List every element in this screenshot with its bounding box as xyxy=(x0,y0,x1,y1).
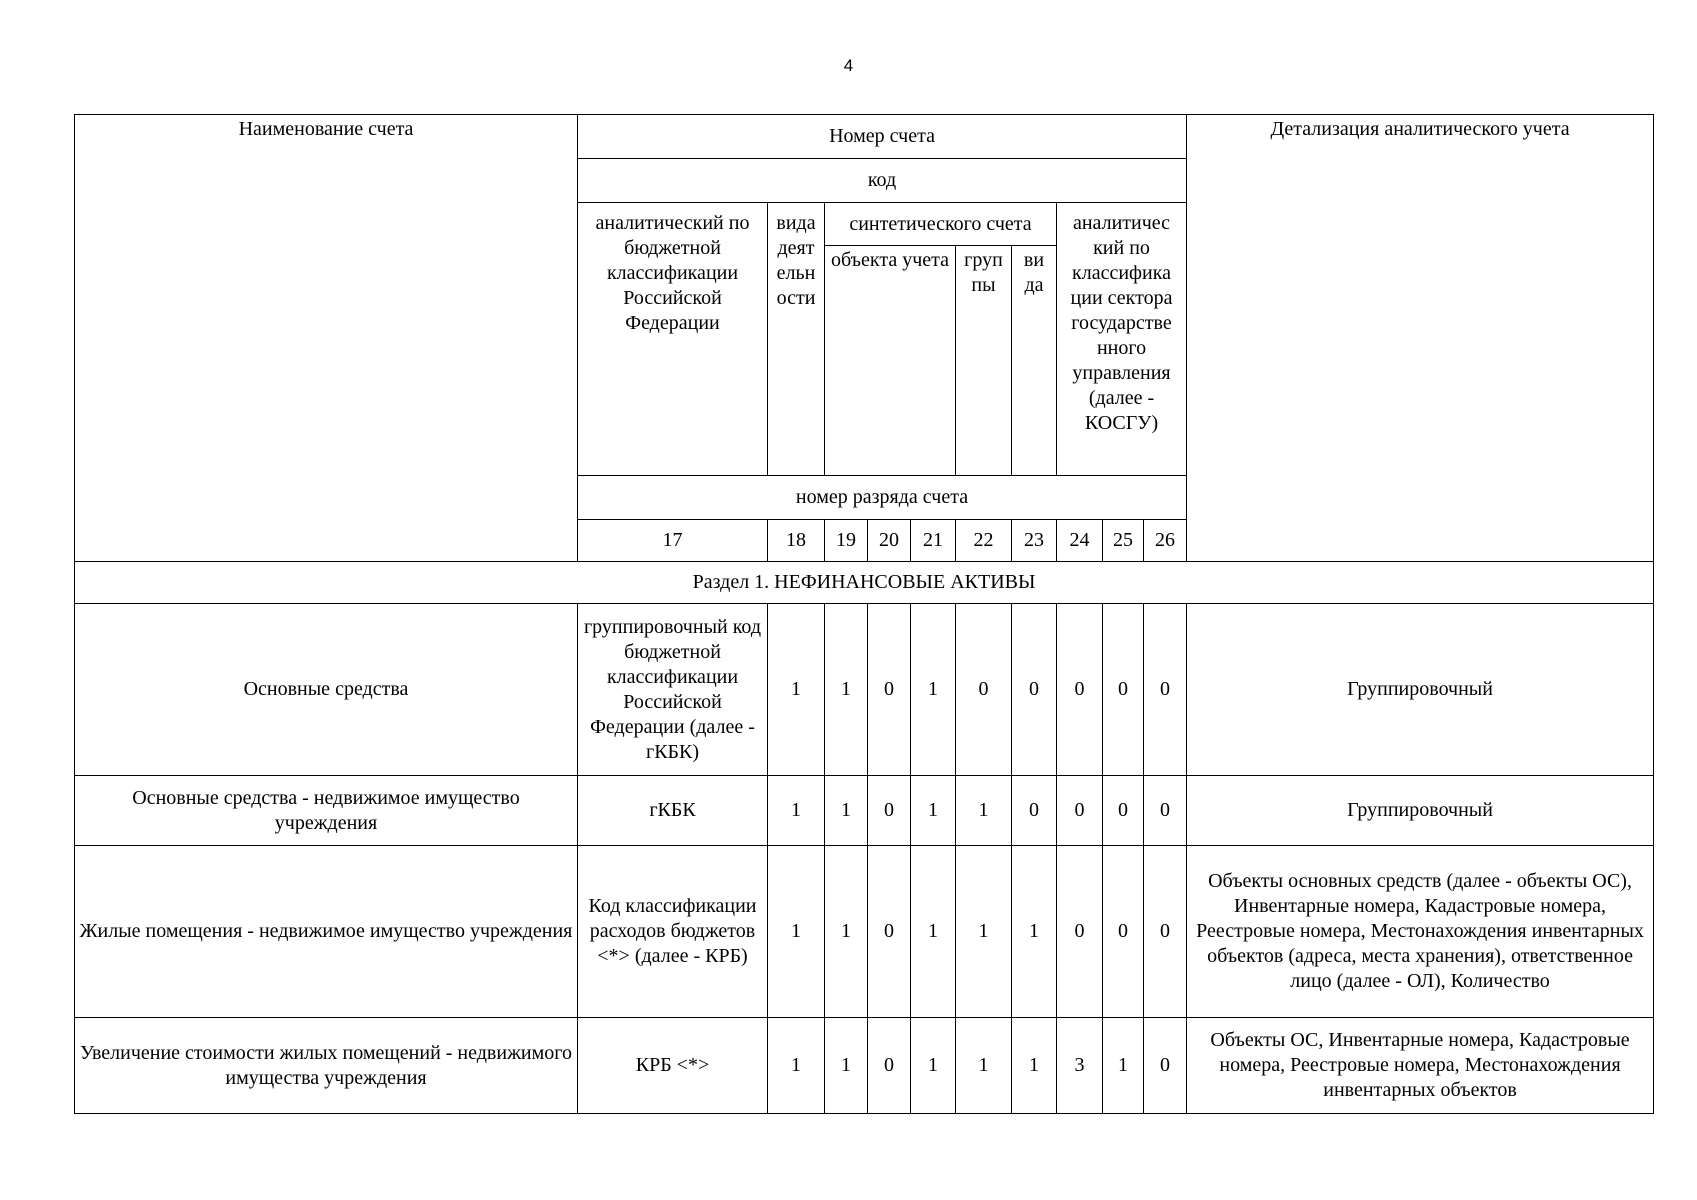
row-code: Код классификации расходов бюджетов <*> (далее - КРБ) xyxy=(578,846,768,1018)
row-digit: 0 xyxy=(868,1018,911,1114)
digit-header: 18 xyxy=(768,520,825,562)
row-digit: 0 xyxy=(1012,604,1057,776)
row-detail: Объекты ОС, Инвентарные номера, Кадастровые номера, Реестровые номера, Местонахождения инвентарных объектов xyxy=(1187,1018,1654,1114)
row-account-name: Увеличение стоимости жилых помещений - недвижимого имущества учреждения xyxy=(75,1018,578,1114)
table-row xyxy=(75,776,1654,846)
row-digit: 0 xyxy=(1144,1018,1187,1114)
digit-header: 24 xyxy=(1057,520,1103,562)
row-digit: 1 xyxy=(768,776,825,846)
row-detail: Объекты основных средств (далее - объекты ОС), Инвентарные номера, Кадастровые номера, Реестровые номера, Местонахождения инвентарных объектов (адреса, места хранения), ответственное лицо (далее - ОЛ), Количество xyxy=(1187,846,1654,1018)
digit-header: 22 xyxy=(956,520,1012,562)
row-digit: 1 xyxy=(911,1018,956,1114)
chart-of-accounts-table xyxy=(74,114,1654,1114)
header-account-name: Наименование счета xyxy=(75,115,578,562)
row-account-name: Жилые помещения - недвижимое имущество учреждения xyxy=(75,846,578,1018)
row-digit: 0 xyxy=(868,776,911,846)
row-digit: 1 xyxy=(768,846,825,1018)
section-row xyxy=(75,562,1654,604)
table-row xyxy=(75,604,1654,776)
digit-header: 19 xyxy=(825,520,868,562)
digit-header: 21 xyxy=(911,520,956,562)
digit-header: 17 xyxy=(578,520,768,562)
row-digit: 1 xyxy=(825,1018,868,1114)
table-row xyxy=(75,1018,1654,1114)
row-detail: Группировочный xyxy=(1187,776,1654,846)
header-kosgu: аналитичес кий по классифика ции сектора государстве нного управления (далее - КОСГУ) xyxy=(1057,203,1187,476)
header-activity-type: вида деят ельн ости xyxy=(768,203,825,476)
digit-header: 25 xyxy=(1103,520,1144,562)
header-accounting-object: объекта учета xyxy=(825,246,956,476)
row-digit: 1 xyxy=(1012,1018,1057,1114)
digit-header: 20 xyxy=(868,520,911,562)
row-digit: 1 xyxy=(956,1018,1012,1114)
row-account-name: Основные средства - недвижимое имущество учреждения xyxy=(75,776,578,846)
row-digit: 1 xyxy=(825,604,868,776)
row-digit: 1 xyxy=(911,846,956,1018)
row-digit: 0 xyxy=(1057,846,1103,1018)
header-row-1 xyxy=(75,115,1654,159)
row-digit: 0 xyxy=(1144,776,1187,846)
row-account-name: Основные средства xyxy=(75,604,578,776)
row-digit: 0 xyxy=(1103,846,1144,1018)
page-number: 4 xyxy=(843,56,854,75)
header-synthetic-account: синтетического счета xyxy=(825,203,1057,246)
row-digit: 0 xyxy=(1057,604,1103,776)
row-digit: 0 xyxy=(868,846,911,1018)
row-detail: Группировочный xyxy=(1187,604,1654,776)
row-digit: 0 xyxy=(1103,776,1144,846)
row-digit: 1 xyxy=(768,1018,825,1114)
header-digit-number: номер разряда счета xyxy=(578,476,1187,520)
row-digit: 0 xyxy=(868,604,911,776)
row-digit: 1 xyxy=(825,846,868,1018)
header-analytic-bk: аналитический по бюджетной классификации Российской Федерации xyxy=(578,203,768,476)
row-digit: 0 xyxy=(1144,846,1187,1018)
row-digit: 1 xyxy=(956,776,1012,846)
row-digit: 0 xyxy=(1103,604,1144,776)
row-digit: 0 xyxy=(1057,776,1103,846)
digit-header: 23 xyxy=(1012,520,1057,562)
row-digit: 3 xyxy=(1057,1018,1103,1114)
header-group: груп пы xyxy=(956,246,1012,476)
header-code: код xyxy=(578,159,1187,203)
section-title: Раздел 1. НЕФИНАНСОВЫЕ АКТИВЫ xyxy=(75,562,1654,604)
row-digit: 1 xyxy=(1012,846,1057,1018)
row-digit: 1 xyxy=(825,776,868,846)
row-code: группировочный код бюджетной классификации Российской Федерации (далее - гКБК) xyxy=(578,604,768,776)
row-digit: 1 xyxy=(911,776,956,846)
row-digit: 1 xyxy=(768,604,825,776)
table-row xyxy=(75,846,1654,1018)
row-digit: 1 xyxy=(956,846,1012,1018)
row-code: гКБК xyxy=(578,776,768,846)
row-digit: 0 xyxy=(1012,776,1057,846)
header-account-number: Номер счета xyxy=(578,115,1187,159)
digit-header: 26 xyxy=(1144,520,1187,562)
row-digit: 0 xyxy=(956,604,1012,776)
header-analytics-detail: Детализация аналитического учета xyxy=(1187,115,1654,562)
row-digit: 0 xyxy=(1144,604,1187,776)
row-code: КРБ <*> xyxy=(578,1018,768,1114)
header-kind: ви да xyxy=(1012,246,1057,476)
row-digit: 1 xyxy=(911,604,956,776)
row-digit: 1 xyxy=(1103,1018,1144,1114)
